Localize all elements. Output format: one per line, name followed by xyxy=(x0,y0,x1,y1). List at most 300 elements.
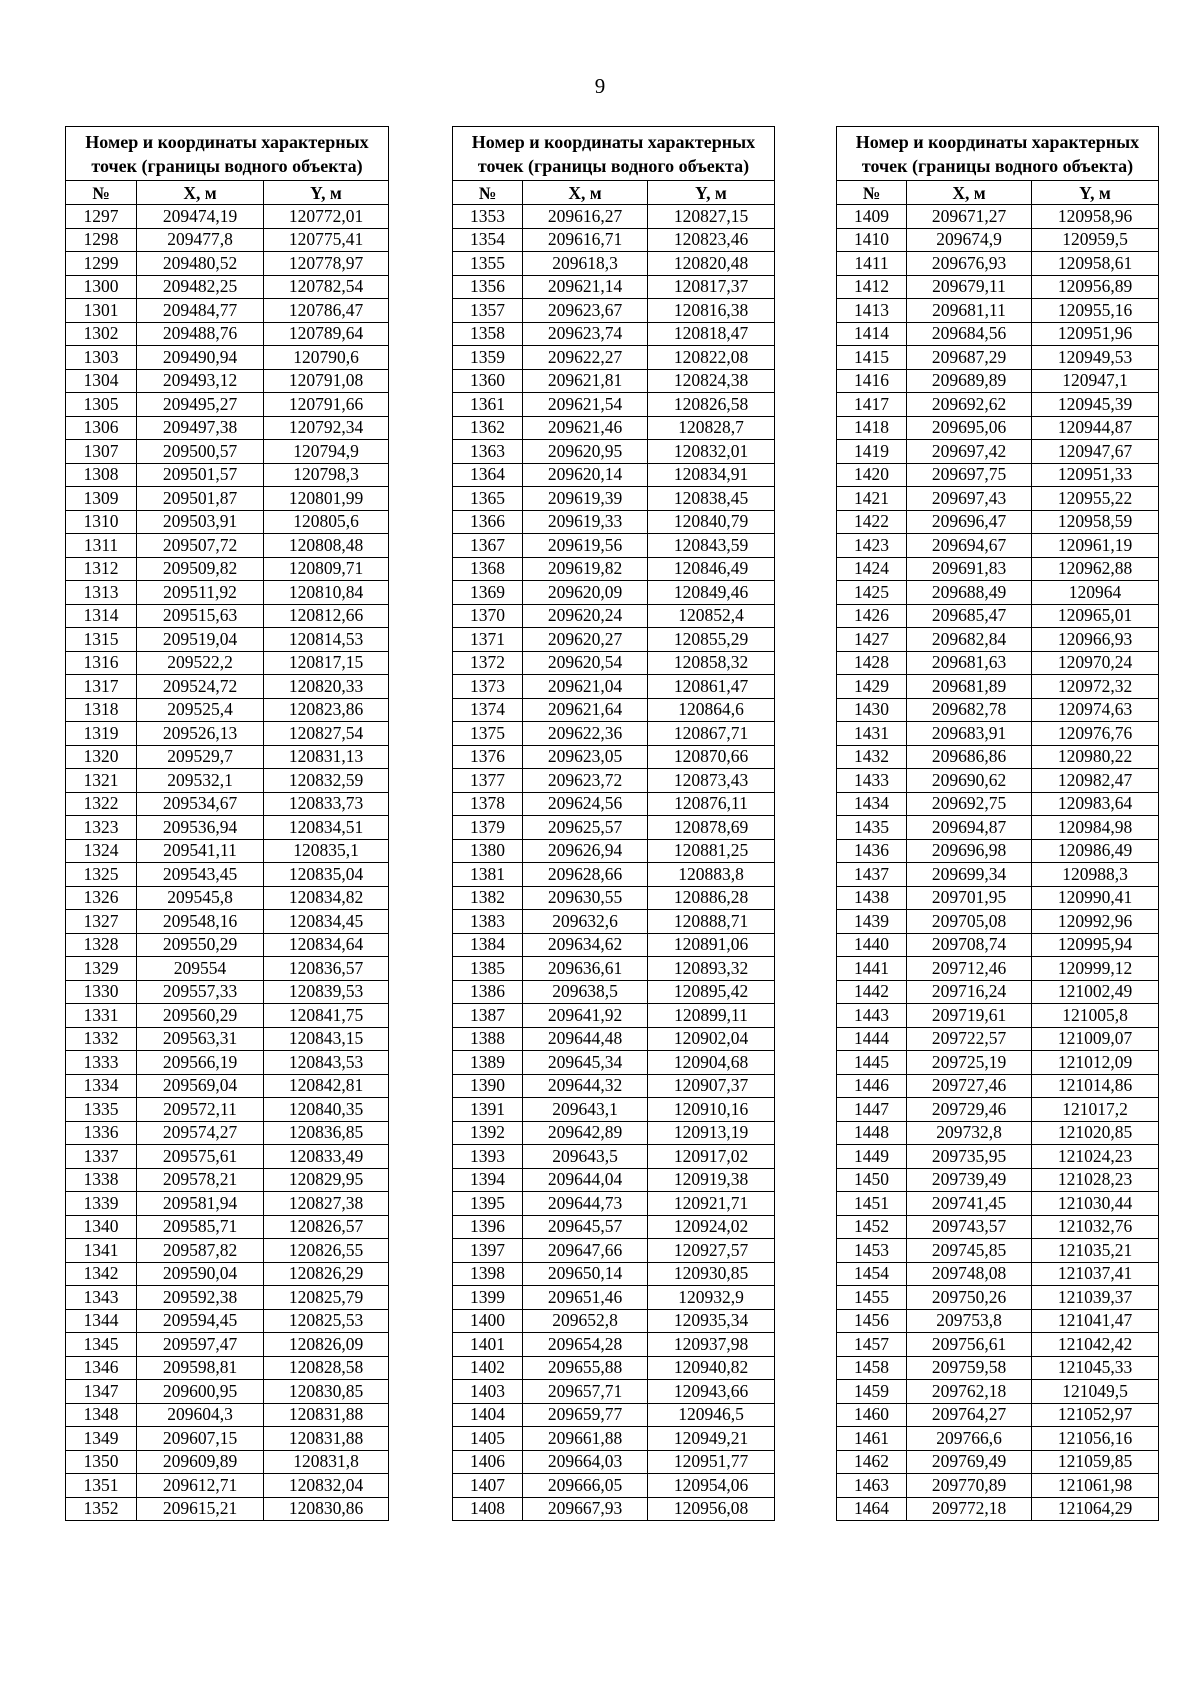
x-coordinate-cell: 209651,46 xyxy=(523,1286,648,1310)
point-number-cell: 1306 xyxy=(66,416,137,440)
point-number-cell: 1463 xyxy=(837,1474,907,1498)
table-row xyxy=(453,1309,775,1333)
point-number-cell: 1321 xyxy=(66,769,137,793)
y-coordinate-cell: 120833,49 xyxy=(264,1145,389,1169)
table-row xyxy=(453,1239,775,1263)
y-coordinate-cell: 120814,53 xyxy=(264,628,389,652)
table-row xyxy=(837,628,1159,652)
table-row xyxy=(66,205,389,229)
table-row xyxy=(453,346,775,370)
x-coordinate-cell: 209575,61 xyxy=(137,1145,264,1169)
point-number-cell: 1363 xyxy=(453,440,523,464)
x-coordinate-cell: 209756,61 xyxy=(907,1333,1032,1357)
y-coordinate-cell: 120940,82 xyxy=(648,1356,775,1380)
y-coordinate-cell: 120919,38 xyxy=(648,1168,775,1192)
table-row xyxy=(837,557,1159,581)
x-coordinate-cell: 209641,92 xyxy=(523,1004,648,1028)
y-coordinate-cell: 120791,66 xyxy=(264,393,389,417)
point-number-cell: 1385 xyxy=(453,957,523,981)
table-row xyxy=(66,581,389,605)
x-coordinate-cell: 209615,21 xyxy=(137,1497,264,1521)
x-coordinate-cell: 209696,47 xyxy=(907,510,1032,534)
y-coordinate-cell: 120902,04 xyxy=(648,1027,775,1051)
y-coordinate-cell: 120829,95 xyxy=(264,1168,389,1192)
y-coordinate-cell: 120832,01 xyxy=(648,440,775,464)
table-row xyxy=(837,1427,1159,1451)
table-row xyxy=(837,675,1159,699)
x-coordinate-cell: 209623,74 xyxy=(523,322,648,346)
table-row xyxy=(66,769,389,793)
point-number-cell: 1335 xyxy=(66,1098,137,1122)
point-number-cell: 1352 xyxy=(66,1497,137,1521)
table-row xyxy=(453,557,775,581)
table-row xyxy=(837,1239,1159,1263)
table-row xyxy=(453,886,775,910)
table-row xyxy=(66,252,389,276)
point-number-cell: 1312 xyxy=(66,557,137,581)
table-row xyxy=(837,275,1159,299)
point-number-cell: 1393 xyxy=(453,1145,523,1169)
table-row xyxy=(837,1380,1159,1404)
y-coordinate-cell: 120947,67 xyxy=(1032,440,1159,464)
y-coordinate-cell: 120833,73 xyxy=(264,792,389,816)
x-coordinate-cell: 209560,29 xyxy=(137,1004,264,1028)
table-row xyxy=(66,604,389,628)
point-number-cell: 1314 xyxy=(66,604,137,628)
y-coordinate-cell: 120839,53 xyxy=(264,980,389,1004)
x-coordinate-cell: 209743,57 xyxy=(907,1215,1032,1239)
point-number-cell: 1361 xyxy=(453,393,523,417)
table-row xyxy=(837,1098,1159,1122)
x-coordinate-cell: 209764,27 xyxy=(907,1403,1032,1427)
x-coordinate-cell: 209632,6 xyxy=(523,910,648,934)
x-coordinate-cell: 209719,61 xyxy=(907,1004,1032,1028)
x-coordinate-cell: 209522,2 xyxy=(137,651,264,675)
table-row xyxy=(66,1380,389,1404)
y-coordinate-cell: 120836,57 xyxy=(264,957,389,981)
y-coordinate-cell: 120852,4 xyxy=(648,604,775,628)
point-number-cell: 1338 xyxy=(66,1168,137,1192)
y-coordinate-cell: 120830,86 xyxy=(264,1497,389,1521)
table-row xyxy=(453,816,775,840)
column-header-x: X, м xyxy=(523,181,648,205)
point-number-cell: 1373 xyxy=(453,675,523,699)
x-coordinate-cell: 209623,72 xyxy=(523,769,648,793)
point-number-cell: 1345 xyxy=(66,1333,137,1357)
point-number-cell: 1313 xyxy=(66,581,137,605)
table-row xyxy=(837,228,1159,252)
y-coordinate-cell: 120812,66 xyxy=(264,604,389,628)
point-number-cell: 1333 xyxy=(66,1051,137,1075)
table-row xyxy=(837,369,1159,393)
point-number-cell: 1453 xyxy=(837,1239,907,1263)
x-coordinate-cell: 209607,15 xyxy=(137,1427,264,1451)
x-coordinate-cell: 209620,14 xyxy=(523,463,648,487)
y-coordinate-cell: 120843,15 xyxy=(264,1027,389,1051)
point-number-cell: 1464 xyxy=(837,1497,907,1521)
point-number-cell: 1388 xyxy=(453,1027,523,1051)
table-row xyxy=(837,463,1159,487)
column-header-number: № xyxy=(66,181,137,205)
point-number-cell: 1403 xyxy=(453,1380,523,1404)
x-coordinate-cell: 209620,24 xyxy=(523,604,648,628)
y-coordinate-cell: 120820,33 xyxy=(264,675,389,699)
point-number-cell: 1300 xyxy=(66,275,137,299)
point-number-cell: 1407 xyxy=(453,1474,523,1498)
x-coordinate-cell: 209676,93 xyxy=(907,252,1032,276)
table-row xyxy=(66,1474,389,1498)
point-number-cell: 1415 xyxy=(837,346,907,370)
x-coordinate-cell: 209623,67 xyxy=(523,299,648,323)
table-row xyxy=(66,1403,389,1427)
x-coordinate-cell: 209652,8 xyxy=(523,1309,648,1333)
point-number-cell: 1456 xyxy=(837,1309,907,1333)
y-coordinate-cell: 120913,19 xyxy=(648,1121,775,1145)
y-coordinate-cell: 120956,89 xyxy=(1032,275,1159,299)
point-number-cell: 1401 xyxy=(453,1333,523,1357)
point-number-cell: 1382 xyxy=(453,886,523,910)
y-coordinate-cell: 120876,11 xyxy=(648,792,775,816)
x-coordinate-cell: 209645,34 xyxy=(523,1051,648,1075)
point-number-cell: 1461 xyxy=(837,1427,907,1451)
y-coordinate-cell: 120958,96 xyxy=(1032,205,1159,229)
table-row xyxy=(837,1145,1159,1169)
point-number-cell: 1446 xyxy=(837,1074,907,1098)
table-row xyxy=(837,393,1159,417)
x-coordinate-cell: 209692,75 xyxy=(907,792,1032,816)
y-coordinate-cell: 120937,98 xyxy=(648,1333,775,1357)
y-coordinate-cell: 120964 xyxy=(1032,581,1159,605)
point-number-cell: 1391 xyxy=(453,1098,523,1122)
x-coordinate-cell: 209687,29 xyxy=(907,346,1032,370)
point-number-cell: 1438 xyxy=(837,886,907,910)
y-coordinate-cell: 120992,96 xyxy=(1032,910,1159,934)
y-coordinate-cell: 120826,58 xyxy=(648,393,775,417)
table-row xyxy=(66,1215,389,1239)
y-coordinate-cell: 120791,08 xyxy=(264,369,389,393)
x-coordinate-cell: 209609,89 xyxy=(137,1450,264,1474)
table-row xyxy=(66,910,389,934)
x-coordinate-cell: 209550,29 xyxy=(137,933,264,957)
table-row xyxy=(837,346,1159,370)
table-caption: Номер и координаты характерных точек (границы водного объекта) xyxy=(66,127,389,181)
x-coordinate-cell: 209636,61 xyxy=(523,957,648,981)
y-coordinate-cell: 121030,44 xyxy=(1032,1192,1159,1216)
x-coordinate-cell: 209650,14 xyxy=(523,1262,648,1286)
x-coordinate-cell: 209697,42 xyxy=(907,440,1032,464)
table-row xyxy=(66,1145,389,1169)
point-number-cell: 1397 xyxy=(453,1239,523,1263)
table-row xyxy=(837,980,1159,1004)
table-row xyxy=(66,1309,389,1333)
table-row xyxy=(837,440,1159,464)
table-row xyxy=(66,228,389,252)
y-coordinate-cell: 120834,82 xyxy=(264,886,389,910)
table-row xyxy=(66,1427,389,1451)
y-coordinate-cell: 121037,41 xyxy=(1032,1262,1159,1286)
y-coordinate-cell: 120831,88 xyxy=(264,1427,389,1451)
point-number-cell: 1368 xyxy=(453,557,523,581)
table-caption: Номер и координаты характерных точек (границы водного объекта) xyxy=(453,127,775,181)
point-number-cell: 1434 xyxy=(837,792,907,816)
y-coordinate-cell: 120822,08 xyxy=(648,346,775,370)
y-coordinate-cell: 120775,41 xyxy=(264,228,389,252)
point-number-cell: 1427 xyxy=(837,628,907,652)
point-number-cell: 1423 xyxy=(837,534,907,558)
point-number-cell: 1386 xyxy=(453,980,523,1004)
y-coordinate-cell: 120970,24 xyxy=(1032,651,1159,675)
point-number-cell: 1430 xyxy=(837,698,907,722)
y-coordinate-cell: 120827,54 xyxy=(264,722,389,746)
table-row xyxy=(837,745,1159,769)
x-coordinate-cell: 209488,76 xyxy=(137,322,264,346)
point-number-cell: 1445 xyxy=(837,1051,907,1075)
y-coordinate-cell: 120881,25 xyxy=(648,839,775,863)
point-number-cell: 1316 xyxy=(66,651,137,675)
x-coordinate-cell: 209691,83 xyxy=(907,557,1032,581)
y-coordinate-cell: 120949,21 xyxy=(648,1427,775,1451)
point-number-cell: 1439 xyxy=(837,910,907,934)
point-number-cell: 1433 xyxy=(837,769,907,793)
table-row xyxy=(453,1215,775,1239)
table-row xyxy=(453,1145,775,1169)
point-number-cell: 1365 xyxy=(453,487,523,511)
table-body xyxy=(837,205,1159,1521)
y-coordinate-cell: 120826,09 xyxy=(264,1333,389,1357)
table-row xyxy=(837,1004,1159,1028)
column-header-y: Y, м xyxy=(1032,181,1159,205)
y-coordinate-cell: 120809,71 xyxy=(264,557,389,581)
table-row xyxy=(837,863,1159,887)
y-coordinate-cell: 120826,29 xyxy=(264,1262,389,1286)
y-coordinate-cell: 120861,47 xyxy=(648,675,775,699)
column-header-number: № xyxy=(837,181,907,205)
point-number-cell: 1416 xyxy=(837,369,907,393)
x-coordinate-cell: 209525,4 xyxy=(137,698,264,722)
y-coordinate-cell: 120825,79 xyxy=(264,1286,389,1310)
table-row xyxy=(837,816,1159,840)
x-coordinate-cell: 209574,27 xyxy=(137,1121,264,1145)
y-coordinate-cell: 120842,81 xyxy=(264,1074,389,1098)
point-number-cell: 1325 xyxy=(66,863,137,887)
table-row xyxy=(837,1074,1159,1098)
point-number-cell: 1452 xyxy=(837,1215,907,1239)
x-coordinate-cell: 209480,52 xyxy=(137,252,264,276)
x-coordinate-cell: 209600,95 xyxy=(137,1380,264,1404)
table-row xyxy=(453,534,775,558)
x-coordinate-cell: 209766,6 xyxy=(907,1427,1032,1451)
point-number-cell: 1351 xyxy=(66,1474,137,1498)
table-row xyxy=(453,1262,775,1286)
y-coordinate-cell: 120999,12 xyxy=(1032,957,1159,981)
point-number-cell: 1349 xyxy=(66,1427,137,1451)
point-number-cell: 1375 xyxy=(453,722,523,746)
table-row xyxy=(837,1309,1159,1333)
x-coordinate-cell: 209699,34 xyxy=(907,863,1032,887)
x-coordinate-cell: 209644,73 xyxy=(523,1192,648,1216)
x-coordinate-cell: 209500,57 xyxy=(137,440,264,464)
table-row xyxy=(453,604,775,628)
table-row xyxy=(66,275,389,299)
y-coordinate-cell: 120951,96 xyxy=(1032,322,1159,346)
y-coordinate-cell: 120990,41 xyxy=(1032,886,1159,910)
x-coordinate-cell: 209622,27 xyxy=(523,346,648,370)
x-coordinate-cell: 209682,84 xyxy=(907,628,1032,652)
table-body xyxy=(453,205,775,1521)
point-number-cell: 1450 xyxy=(837,1168,907,1192)
table-row xyxy=(837,839,1159,863)
y-coordinate-cell: 120907,37 xyxy=(648,1074,775,1098)
point-number-cell: 1334 xyxy=(66,1074,137,1098)
table-row xyxy=(66,346,389,370)
table-row xyxy=(837,416,1159,440)
table-row xyxy=(837,1027,1159,1051)
table-row xyxy=(837,1168,1159,1192)
y-coordinate-cell: 120951,77 xyxy=(648,1450,775,1474)
point-number-cell: 1435 xyxy=(837,816,907,840)
x-coordinate-cell: 209642,89 xyxy=(523,1121,648,1145)
point-number-cell: 1326 xyxy=(66,886,137,910)
x-coordinate-cell: 209638,5 xyxy=(523,980,648,1004)
table-row xyxy=(66,1356,389,1380)
y-coordinate-cell: 120867,71 xyxy=(648,722,775,746)
y-coordinate-cell: 120946,5 xyxy=(648,1403,775,1427)
y-coordinate-cell: 120830,85 xyxy=(264,1380,389,1404)
table-row xyxy=(66,1262,389,1286)
y-coordinate-cell: 121045,33 xyxy=(1032,1356,1159,1380)
table-row xyxy=(453,228,775,252)
table-row xyxy=(837,322,1159,346)
point-number-cell: 1451 xyxy=(837,1192,907,1216)
table-row xyxy=(66,1168,389,1192)
table-row xyxy=(66,1239,389,1263)
y-coordinate-cell: 120841,75 xyxy=(264,1004,389,1028)
x-coordinate-cell: 209592,38 xyxy=(137,1286,264,1310)
y-coordinate-cell: 120832,59 xyxy=(264,769,389,793)
point-number-cell: 1405 xyxy=(453,1427,523,1451)
point-number-cell: 1455 xyxy=(837,1286,907,1310)
table-row xyxy=(837,205,1159,229)
y-coordinate-cell: 120873,43 xyxy=(648,769,775,793)
x-coordinate-cell: 209474,19 xyxy=(137,205,264,229)
table-row xyxy=(837,510,1159,534)
table-row xyxy=(66,980,389,1004)
y-coordinate-cell: 120988,3 xyxy=(1032,863,1159,887)
x-coordinate-cell: 209689,89 xyxy=(907,369,1032,393)
x-coordinate-cell: 209694,67 xyxy=(907,534,1032,558)
x-coordinate-cell: 209681,63 xyxy=(907,651,1032,675)
x-coordinate-cell: 209634,62 xyxy=(523,933,648,957)
x-coordinate-cell: 209511,92 xyxy=(137,581,264,605)
point-number-cell: 1364 xyxy=(453,463,523,487)
x-coordinate-cell: 209563,31 xyxy=(137,1027,264,1051)
x-coordinate-cell: 209674,9 xyxy=(907,228,1032,252)
x-coordinate-cell: 209501,57 xyxy=(137,463,264,487)
point-number-cell: 1410 xyxy=(837,228,907,252)
point-number-cell: 1384 xyxy=(453,933,523,957)
point-number-cell: 1383 xyxy=(453,910,523,934)
x-coordinate-cell: 209616,27 xyxy=(523,205,648,229)
table-row xyxy=(453,393,775,417)
y-coordinate-cell: 120810,84 xyxy=(264,581,389,605)
point-number-cell: 1442 xyxy=(837,980,907,1004)
point-number-cell: 1357 xyxy=(453,299,523,323)
y-coordinate-cell: 120828,7 xyxy=(648,416,775,440)
point-number-cell: 1459 xyxy=(837,1380,907,1404)
y-coordinate-cell: 120778,97 xyxy=(264,252,389,276)
x-coordinate-cell: 209597,47 xyxy=(137,1333,264,1357)
point-number-cell: 1394 xyxy=(453,1168,523,1192)
table-row xyxy=(837,1450,1159,1474)
x-coordinate-cell: 209643,5 xyxy=(523,1145,648,1169)
table-row xyxy=(66,1004,389,1028)
point-number-cell: 1458 xyxy=(837,1356,907,1380)
table-row xyxy=(66,299,389,323)
table-row xyxy=(453,910,775,934)
table-row xyxy=(66,1286,389,1310)
x-coordinate-cell: 209762,18 xyxy=(907,1380,1032,1404)
table-row xyxy=(453,275,775,299)
point-number-cell: 1420 xyxy=(837,463,907,487)
table-row xyxy=(66,792,389,816)
y-coordinate-cell: 120834,91 xyxy=(648,463,775,487)
table-row xyxy=(453,769,775,793)
x-coordinate-cell: 209616,71 xyxy=(523,228,648,252)
y-coordinate-cell: 120794,9 xyxy=(264,440,389,464)
table-row xyxy=(66,628,389,652)
y-coordinate-cell: 120930,85 xyxy=(648,1262,775,1286)
table-row xyxy=(453,839,775,863)
table-row xyxy=(837,1286,1159,1310)
point-number-cell: 1319 xyxy=(66,722,137,746)
x-coordinate-cell: 209566,19 xyxy=(137,1051,264,1075)
point-number-cell: 1443 xyxy=(837,1004,907,1028)
y-coordinate-cell: 120827,15 xyxy=(648,205,775,229)
x-coordinate-cell: 209705,08 xyxy=(907,910,1032,934)
x-coordinate-cell: 209621,64 xyxy=(523,698,648,722)
point-number-cell: 1380 xyxy=(453,839,523,863)
x-coordinate-cell: 209772,18 xyxy=(907,1497,1032,1521)
point-number-cell: 1348 xyxy=(66,1403,137,1427)
point-number-cell: 1353 xyxy=(453,205,523,229)
table-row xyxy=(453,745,775,769)
point-number-cell: 1346 xyxy=(66,1356,137,1380)
table-row xyxy=(453,1474,775,1498)
point-number-cell: 1369 xyxy=(453,581,523,605)
point-number-cell: 1387 xyxy=(453,1004,523,1028)
table-row xyxy=(453,1027,775,1051)
point-number-cell: 1419 xyxy=(837,440,907,464)
table-row xyxy=(837,957,1159,981)
table-row xyxy=(453,205,775,229)
y-coordinate-cell: 120792,34 xyxy=(264,416,389,440)
x-coordinate-cell: 209644,32 xyxy=(523,1074,648,1098)
y-coordinate-cell: 120944,87 xyxy=(1032,416,1159,440)
point-number-cell: 1460 xyxy=(837,1403,907,1427)
y-coordinate-cell: 121049,5 xyxy=(1032,1380,1159,1404)
y-coordinate-cell: 120801,99 xyxy=(264,487,389,511)
table-row xyxy=(453,651,775,675)
point-number-cell: 1417 xyxy=(837,393,907,417)
point-number-cell: 1389 xyxy=(453,1051,523,1075)
x-coordinate-cell: 209654,28 xyxy=(523,1333,648,1357)
table-row xyxy=(453,1074,775,1098)
y-coordinate-cell: 120798,3 xyxy=(264,463,389,487)
x-coordinate-cell: 209696,98 xyxy=(907,839,1032,863)
x-coordinate-cell: 209501,87 xyxy=(137,487,264,511)
x-coordinate-cell: 209524,72 xyxy=(137,675,264,699)
y-coordinate-cell: 121002,49 xyxy=(1032,980,1159,1004)
